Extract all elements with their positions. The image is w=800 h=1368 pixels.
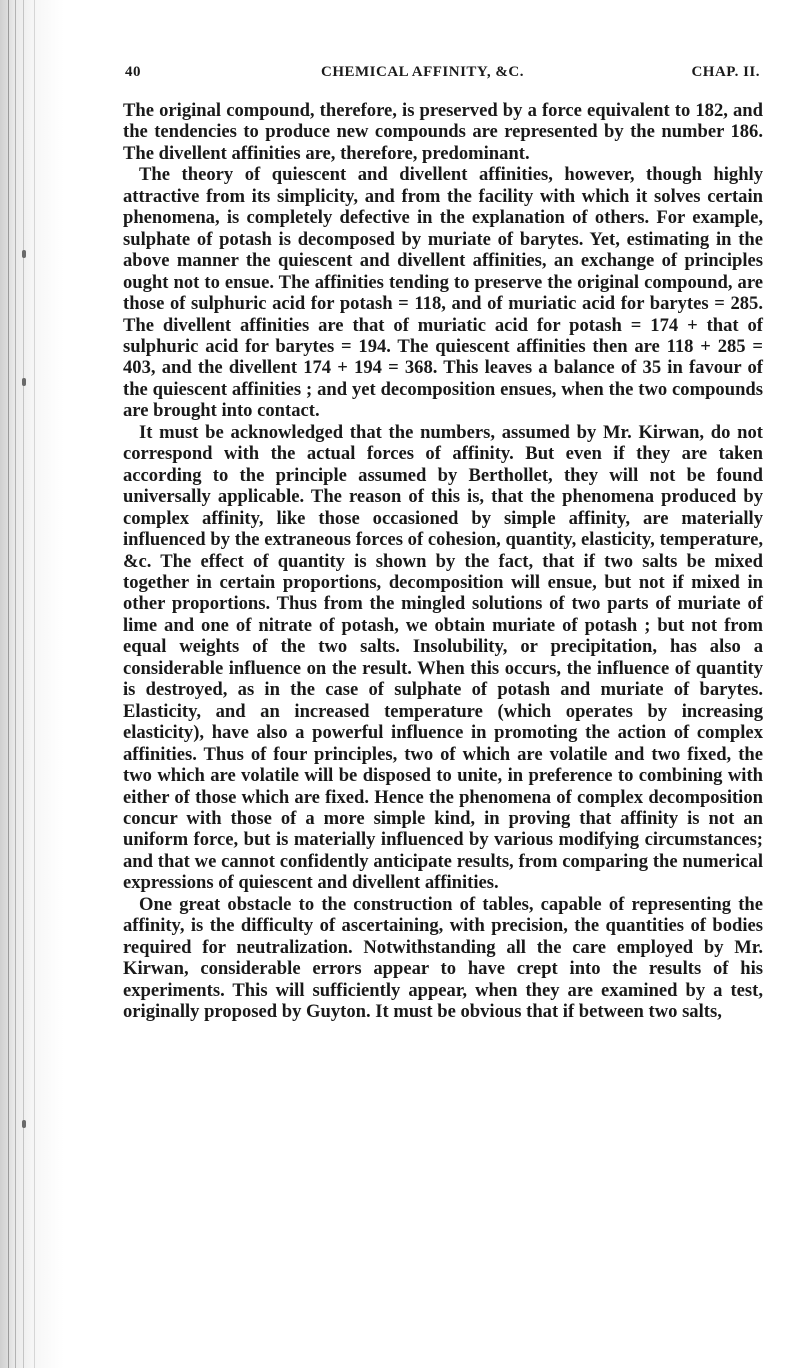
running-header	[125, 64, 760, 86]
chapter-label: CHAP. II.	[691, 64, 760, 80]
paragraph: The original compound, therefore, is preserved by a force equivalent to 182, and the tendencies to produce new compounds are represented by the number 186. The divellent affinities are, therefore, predominant.	[123, 100, 763, 164]
paragraph: It must be acknowledged that the numbers, assumed by Mr. Kirwan, do not correspond with the actual forces of affinity. But even if they are taken according to the principle assumed by Berthollet, they will not be found universally applicable. The reason of this is, that the phenomena produced by complex affinity, like those occasioned by simple affinity, are materially influenced by the extraneous forces of cohesion, quantity, elasticity, temperature, &c. The effect of quantity is shown by the fact, that if two salts be mixed together in certain proportions, decomposition will ensue, but not if mixed in other proportions. Thus from the mingled solutions of two parts of muriate of lime and one of nitrate of potash, we obtain muriate of potash ; but not from equal weights of the two salts. Insolubility, or precipitation, has also a considerable influence on the result. When this occurs, the influence of quantity is destroyed, as in the case of sulphate of potash and muriate of barytes. Elasticity, and an increased temperature (which operates by increasing elasticity), have also a powerful influence in promoting the action of complex affinities. Thus of four principles, two of which are volatile and two fixed, the two which are volatile will be disposed to unite, in preference to combining with either of those which are fixed. Hence the phenomena of complex decomposition concur with those of a more simple kind, in proving that affinity is not an uniform force, but is materially influenced by various modifying circumstances; and that we cannot confidently anticipate results, from comparing the numerical expressions of quiescent and divellent affinities.	[123, 421, 763, 894]
page-edge-line	[15, 0, 16, 1368]
edge-thread-mark	[22, 1120, 26, 1128]
edge-thread-mark	[22, 250, 26, 258]
page-number: 40	[125, 64, 141, 80]
page-edge-line	[8, 0, 9, 1368]
page-edge-line	[34, 0, 35, 1368]
paragraph: One great obstacle to the construction of tables, capable of representing the affinity, is the difficulty of ascertaining, with precision, the quantities of bodies required for neutralization. Notwithstanding all the care employed by Mr. Kirwan, considerable errors appear to have crept into the results of his experiments. This will sufficiently appear, when they are examined by a test, originally proposed by Guyton. It must be obvious that if between two salts,	[123, 893, 763, 1023]
edge-thread-mark	[22, 378, 26, 386]
page-gutter-shadow	[0, 0, 64, 1368]
paragraph: The theory of quiescent and divellent affinities, however, though highly attractive from its simplicity, and from the facility with which it solves certain phenomena, is completely defective in the explanation of others. For example, sulphate of potash is decomposed by muriate of barytes. Yet, estimating in the above manner the quiescent and divellent affinities, an exchange of principles ought not to ensue. The affinities tending to preserve the original compound, are those of sulphuric acid for potash = 118, and of muriatic acid for barytes = 285. The divellent affinities are that of muriatic acid for potash = 174 + that of sulphuric acid for barytes = 194. The quiescent affinities then are 118 + 285 = 403, and the divellent 174 + 194 = 368. This leaves a balance of 35 in favour of the quiescent affinities ; and yet decomposition ensues, when the two compounds are brought into contact.	[123, 164, 763, 422]
body-text	[123, 100, 763, 1022]
page-edge-line	[23, 0, 24, 1368]
running-title: CHEMICAL AFFINITY, &C.	[321, 64, 524, 80]
